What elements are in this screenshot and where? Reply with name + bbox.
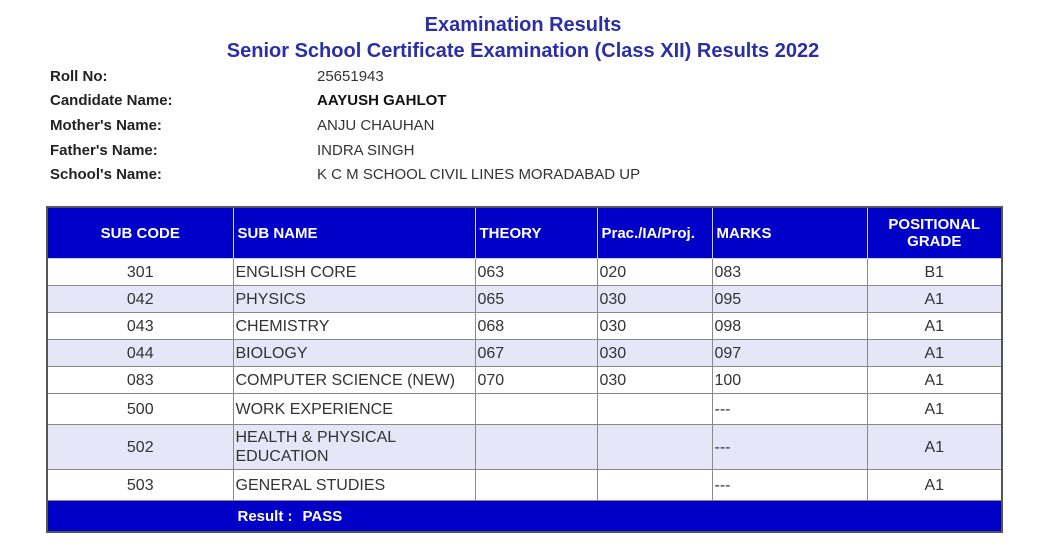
table-row: [47, 286, 1002, 313]
cell-sub-code: 500: [47, 394, 233, 425]
roll-no-label: Roll No:: [50, 67, 108, 85]
cell-theory: [475, 394, 597, 425]
result-cell: [233, 501, 1002, 533]
table-row: [47, 394, 1002, 425]
cell-grade: A1: [867, 470, 1002, 501]
cell-marks: 097: [712, 340, 867, 367]
header-sub-name: SUB NAME: [233, 207, 475, 259]
table-header-row: [47, 207, 1002, 259]
cell-prac: [597, 394, 712, 425]
cell-marks: 098: [712, 313, 867, 340]
mother-name-value: ANJU CHAUHAN: [317, 116, 435, 134]
cell-prac: 030: [597, 313, 712, 340]
cell-theory: [475, 425, 597, 470]
cell-prac: [597, 470, 712, 501]
cell-prac: 030: [597, 286, 712, 313]
header-positional-grade: POSITIONAL GRADE: [867, 207, 1002, 259]
page-title: Examination Results: [424, 14, 622, 36]
candidate-name-value: AAYUSH GAHLOT: [317, 92, 447, 110]
header-marks: MARKS: [712, 207, 867, 259]
cell-prac: 030: [597, 367, 712, 394]
father-name-value: INDRA SINGH: [317, 141, 415, 159]
cell-prac: 030: [597, 340, 712, 367]
table-row: [47, 470, 1002, 501]
table-row: [47, 259, 1002, 286]
cell-sub-name: BIOLOGY: [233, 340, 475, 367]
header-theory: THEORY: [475, 207, 597, 259]
cell-sub-code: 044: [47, 340, 233, 367]
cell-sub-name: COMPUTER SCIENCE (NEW): [233, 367, 475, 394]
school-name-label: School's Name:: [50, 166, 162, 184]
cell-sub-name: GENERAL STUDIES: [233, 470, 475, 501]
cell-sub-code: 083: [47, 367, 233, 394]
father-name-row: [50, 138, 640, 163]
cell-sub-code: 042: [47, 286, 233, 313]
table-row: [47, 367, 1002, 394]
candidate-name-row: [50, 89, 640, 114]
cell-sub-name: CHEMISTRY: [233, 313, 475, 340]
cell-grade: B1: [867, 259, 1002, 286]
cell-marks: ---: [712, 394, 867, 425]
cell-marks: 083: [712, 259, 867, 286]
cell-grade: A1: [867, 340, 1002, 367]
roll-no-row: [50, 64, 640, 89]
cell-grade: A1: [867, 425, 1002, 470]
cell-sub-name: PHYSICS: [233, 286, 475, 313]
cell-marks: 100: [712, 367, 867, 394]
cell-sub-name: HEALTH & PHYSICAL EDUCATION: [233, 425, 475, 470]
cell-theory: [475, 470, 597, 501]
candidate-info: [50, 64, 640, 187]
cell-sub-code: 043: [47, 313, 233, 340]
cell-prac: 020: [597, 259, 712, 286]
cell-sub-name: WORK EXPERIENCE: [233, 394, 475, 425]
header-prac: Prac./IA/Proj.: [597, 207, 712, 259]
school-name-value: K C M SCHOOL CIVIL LINES MORADABAD UP: [317, 166, 641, 184]
father-name-label: Father's Name:: [50, 141, 158, 159]
result-value: PASS: [302, 507, 343, 525]
cell-sub-name: ENGLISH CORE: [233, 259, 475, 286]
cell-theory: 070: [475, 367, 597, 394]
cell-grade: A1: [867, 394, 1002, 425]
table-row: [47, 425, 1002, 470]
cell-marks: ---: [712, 470, 867, 501]
results-table: [46, 206, 1003, 533]
mother-name-label: Mother's Name:: [50, 116, 162, 134]
cell-grade: A1: [867, 313, 1002, 340]
page-subtitle: Senior School Certificate Examination (Class XII) Results 2022: [226, 40, 820, 62]
cell-sub-code: 301: [47, 259, 233, 286]
result-row: [47, 501, 1002, 533]
result-footer-spacer: [47, 501, 233, 533]
cell-theory: 068: [475, 313, 597, 340]
cell-marks: ---: [712, 425, 867, 470]
cell-marks: 095: [712, 286, 867, 313]
candidate-name-label: Candidate Name:: [50, 92, 173, 110]
school-name-row: [50, 162, 640, 187]
cell-grade: A1: [867, 286, 1002, 313]
roll-no-value: 25651943: [317, 67, 384, 85]
cell-theory: 065: [475, 286, 597, 313]
cell-sub-code: 502: [47, 425, 233, 470]
table-row: [47, 313, 1002, 340]
table-row: [47, 340, 1002, 367]
mother-name-row: [50, 113, 640, 138]
cell-grade: A1: [867, 367, 1002, 394]
cell-theory: 067: [475, 340, 597, 367]
cell-theory: 063: [475, 259, 597, 286]
result-label: Result :: [237, 507, 293, 525]
header-sub-code: SUB CODE: [47, 207, 233, 259]
cell-sub-code: 503: [47, 470, 233, 501]
cell-prac: [597, 425, 712, 470]
